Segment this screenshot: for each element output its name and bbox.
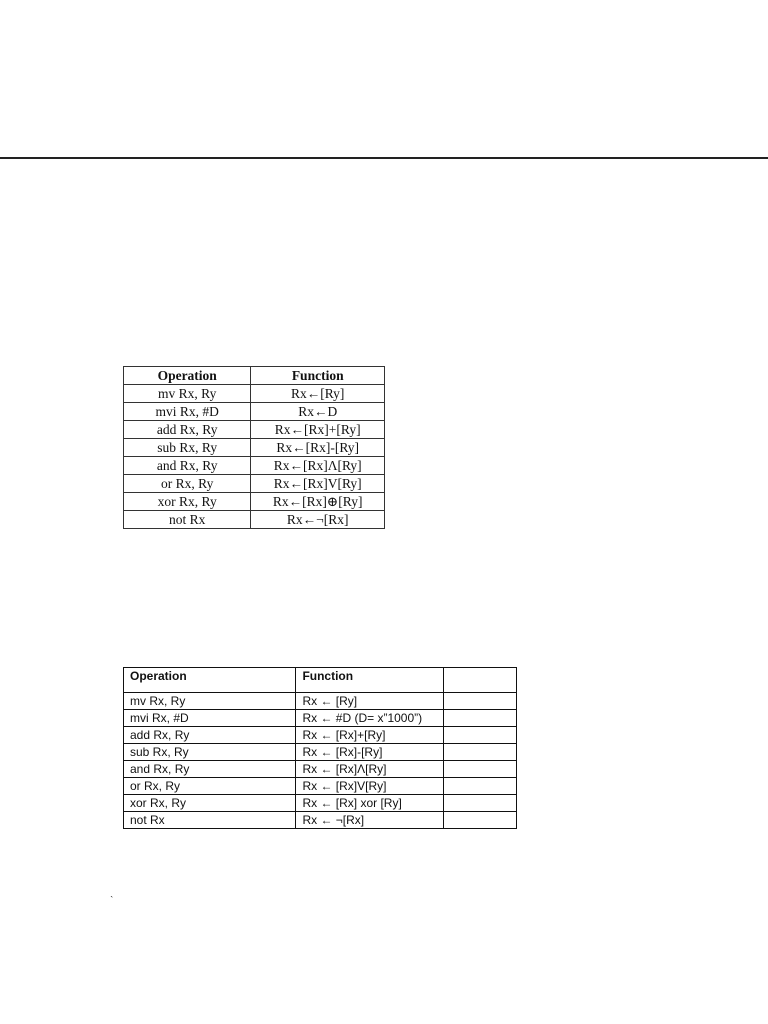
operation-cell: xor Rx, Ry bbox=[124, 795, 296, 812]
table-row bbox=[124, 778, 517, 795]
table-row bbox=[124, 421, 385, 439]
table-header-row bbox=[124, 367, 385, 385]
table-row bbox=[124, 439, 385, 457]
function-cell: Rx ← [Rx]V[Ry] bbox=[296, 778, 444, 795]
function-cell: Rx←[Rx]Λ[Ry] bbox=[251, 457, 385, 475]
operation-cell: not Rx bbox=[124, 511, 251, 529]
operation-cell: not Rx bbox=[124, 812, 296, 829]
table-row bbox=[124, 693, 517, 710]
table-row bbox=[124, 511, 385, 529]
operation-cell: add Rx, Ry bbox=[124, 421, 251, 439]
operation-table-scanned bbox=[123, 366, 385, 529]
header-operation: Operation bbox=[124, 367, 251, 385]
header-function: Function bbox=[296, 668, 444, 693]
operation-cell: mv Rx, Ry bbox=[124, 385, 251, 403]
empty-cell bbox=[444, 744, 517, 761]
function-cell: Rx←[Rx]+[Ry] bbox=[251, 421, 385, 439]
operation-cell: xor Rx, Ry bbox=[124, 493, 251, 511]
table-header-row bbox=[124, 668, 517, 693]
operation-cell: or Rx, Ry bbox=[124, 778, 296, 795]
table-row bbox=[124, 457, 385, 475]
function-cell: Rx←¬[Rx] bbox=[251, 511, 385, 529]
empty-cell bbox=[444, 693, 517, 710]
function-cell: Rx ← [Rx]Λ[Ry] bbox=[296, 761, 444, 778]
function-cell: Rx ← [Ry] bbox=[296, 693, 444, 710]
empty-cell bbox=[444, 727, 517, 744]
empty-cell bbox=[444, 761, 517, 778]
function-cell: Rx ← #D (D= x”1000”) bbox=[296, 710, 444, 727]
header-function: Function bbox=[251, 367, 385, 385]
empty-cell bbox=[444, 778, 517, 795]
table-row bbox=[124, 761, 517, 778]
table-row bbox=[124, 727, 517, 744]
horizontal-rule bbox=[0, 157, 768, 159]
operation-cell: mv Rx, Ry bbox=[124, 693, 296, 710]
function-cell: Rx ← [Rx]+[Ry] bbox=[296, 727, 444, 744]
empty-cell bbox=[444, 710, 517, 727]
header-empty bbox=[444, 668, 517, 693]
function-cell: Rx←[Ry] bbox=[251, 385, 385, 403]
operation-table-typed bbox=[123, 667, 517, 829]
function-cell: Rx←D bbox=[251, 403, 385, 421]
table-row bbox=[124, 493, 385, 511]
stray-mark: ˴ bbox=[110, 891, 114, 902]
header-operation: Operation bbox=[124, 668, 296, 693]
function-cell: Rx←[Rx]V[Ry] bbox=[251, 475, 385, 493]
function-cell: Rx←[Rx]-[Ry] bbox=[251, 439, 385, 457]
empty-cell bbox=[444, 812, 517, 829]
function-cell: Rx ← ¬[Rx] bbox=[296, 812, 444, 829]
table-row bbox=[124, 710, 517, 727]
function-cell: Rx ← [Rx] xor [Ry] bbox=[296, 795, 444, 812]
operation-cell: mvi Rx, #D bbox=[124, 710, 296, 727]
operation-cell: mvi Rx, #D bbox=[124, 403, 251, 421]
operation-cell: and Rx, Ry bbox=[124, 761, 296, 778]
table-row bbox=[124, 744, 517, 761]
operation-cell: sub Rx, Ry bbox=[124, 744, 296, 761]
table-row bbox=[124, 812, 517, 829]
operation-cell: or Rx, Ry bbox=[124, 475, 251, 493]
table-row bbox=[124, 403, 385, 421]
table-row bbox=[124, 385, 385, 403]
empty-cell bbox=[444, 795, 517, 812]
table-row bbox=[124, 475, 385, 493]
operation-cell: add Rx, Ry bbox=[124, 727, 296, 744]
operation-cell: and Rx, Ry bbox=[124, 457, 251, 475]
table-row bbox=[124, 795, 517, 812]
function-cell: Rx←[Rx]⊕[Ry] bbox=[251, 493, 385, 511]
operation-cell: sub Rx, Ry bbox=[124, 439, 251, 457]
function-cell: Rx ← [Rx]-[Ry] bbox=[296, 744, 444, 761]
